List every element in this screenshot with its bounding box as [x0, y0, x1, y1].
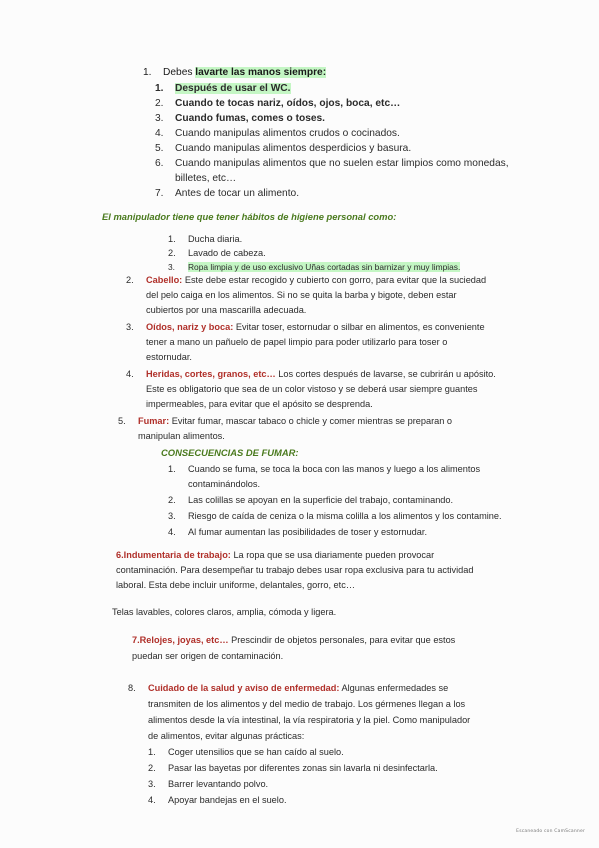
list-item: 1. Ducha diaria. [168, 234, 243, 244]
section-7-line: 7.Relojes, joyas, etc… Prescindir de objetos personales, para evitar que estos [132, 635, 456, 645]
list-item: 3. Riesgo de caída de ceniza o la misma colilla a los alimentos y los contamine. [168, 511, 502, 521]
section-6-line: laboral. Esta debe incluir uniforme, delantales, gorro, etc… [116, 580, 356, 590]
list-item: 1. Cuando se fuma, se toca la boca con las manos y luego a los alimentos [168, 464, 481, 474]
list-item: 2. Las colillas se apoyan en la superficie del trabajo, contaminando. [168, 495, 454, 505]
smoke-title: CONSECUENCIAS DE FUMAR: [161, 447, 299, 458]
section-5-line: 5. Fumar: Evitar fumar, mascar tabaco o chicle y comer mientras se preparan o [118, 416, 453, 426]
section-5-line: manipulan alimentos. [138, 431, 225, 441]
list-item: 4. Al fumar aumentan las posibilidades de toser y estornudar. [168, 527, 428, 537]
list-item: 4. Cuando manipulas alimentos crudos o cocinados. [155, 128, 400, 139]
list-item: 1. Después de usar el WC. [155, 83, 291, 94]
section-8-line: transmiten de los alimentos y del medio de trabajo. Los gérmenes llegan a los [148, 699, 466, 709]
list-item: billetes, etc… [175, 173, 237, 184]
section-3-line: tener a mano un pañuelo de papel limpio para poder utilizarlo para toser o [146, 337, 448, 347]
section-2-line: del pelo caiga en los alimentos. Si no se quita la barba y bigote, deben estar [146, 290, 457, 300]
section-8-line: 8. Cuidado de la salud y aviso de enfermedad: Algunas enfermedades se [128, 683, 449, 693]
section-7-line: puedan ser origen de contaminación. [132, 651, 284, 661]
section-4-line: Este es obligatorio que sea de un color vistoso y se deberá usar siempre guantes [146, 384, 478, 394]
telas-line: Telas lavables, colores claros, amplia, cómoda y ligera. [112, 607, 337, 617]
list-item: 7. Antes de tocar un alimento. [155, 188, 300, 199]
list-item: 6. Cuando manipulas alimentos que no suelen estar limpios como monedas, [155, 158, 509, 169]
list-item: 1. Coger utensilios que se han caído al suelo. [148, 747, 344, 757]
section-4-line: impermeables, para evitar que el apósito se desprenda. [146, 399, 373, 409]
section-6-line: 6.Indumentaria de trabajo: La ropa que se usa diariamente pueden provocar [116, 550, 435, 560]
section-1-heading: 1. Debes lavarte las manos siempre: [143, 67, 327, 78]
list-item: 2. Cuando te tocas nariz, oídos, ojos, boca, etc… [155, 98, 401, 109]
section-2-line: 2. Cabello: Este debe estar recogido y cubierto con gorro, para evitar que la suciedad [126, 275, 487, 285]
section-8-line: alimentos desde la vía intestinal, la vía respiratoria y la piel. Como manipulador [148, 715, 471, 725]
section-2-line: cubiertos por una mascarilla adecuada. [146, 305, 307, 315]
list-item: 3. Barrer levantando polvo. [148, 779, 269, 789]
list-item: contaminándolos. [188, 479, 261, 489]
list-item: 3. Cuando fumas, comes o toses. [155, 113, 326, 124]
list-item: 4. Apoyar bandejas en el suelo. [148, 795, 287, 805]
section-3-line: estornudar. [146, 352, 192, 362]
section-3-line: 3. Oídos, nariz y boca: Evitar toser, estornudar o silbar en alimentos, es conveniente [126, 322, 485, 332]
list-item: 3. Ropa limpia y de uso exclusivo Uñas cortadas sin barnizar y muy limpias. [168, 262, 461, 272]
section-8-line: de alimentos, evitar algunas prácticas: [148, 731, 305, 741]
list-item: 2. Pasar las bayetas por diferentes zonas sin lavarla ni desinfectarla. [148, 763, 438, 773]
section-4-line: 4. Heridas, cortes, granos, etc… Los cortes después de lavarse, se cubrirán u apósito. [126, 369, 496, 379]
scanner-watermark: Escaneado con CamScanner [516, 829, 585, 834]
habits-title: El manipulador tiene que tener hábitos de higiene personal como: [102, 211, 397, 222]
list-item: 2. Lavado de cabeza. [168, 248, 266, 258]
list-item: 5. Cuando manipulas alimentos desperdicios y basura. [155, 143, 412, 154]
section-6-line: contaminación. Para desempeñar tu trabajo debes usar ropa exclusiva para tu actividad [116, 565, 474, 575]
